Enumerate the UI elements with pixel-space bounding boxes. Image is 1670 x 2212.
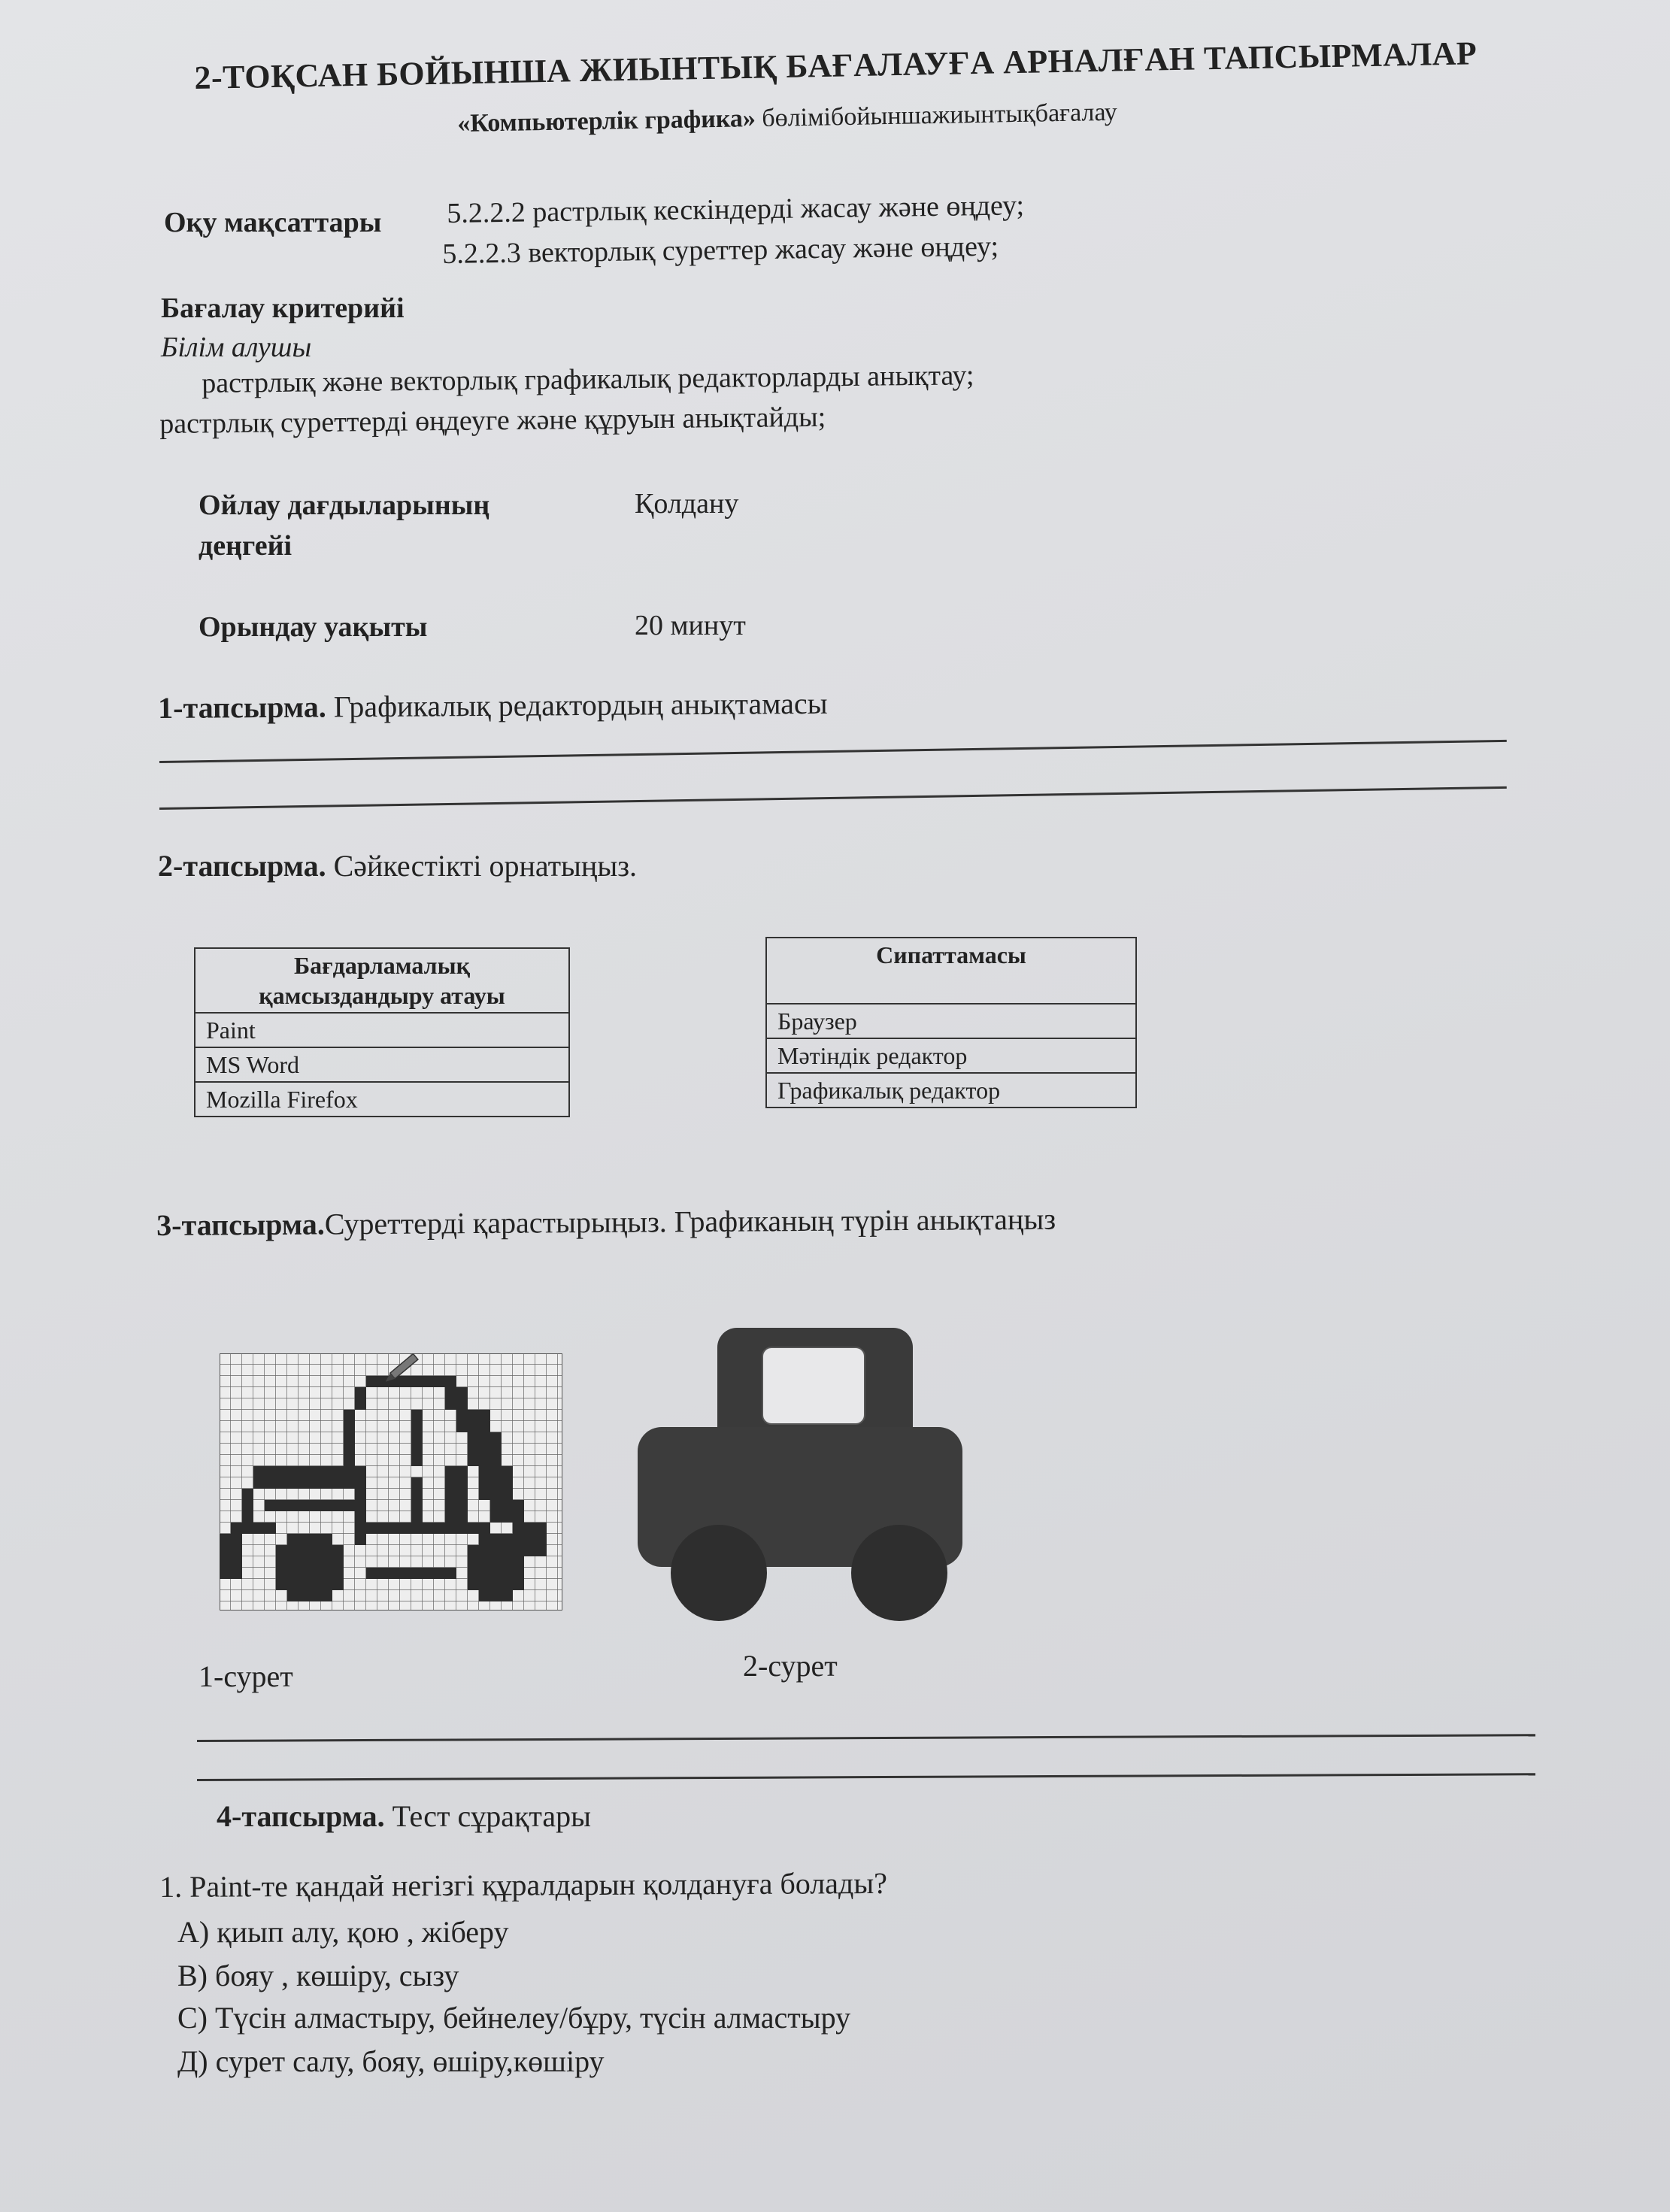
task4-heading [217, 1798, 591, 1834]
description-row: Графикалық редактор [766, 1073, 1136, 1108]
software-table [194, 947, 570, 1117]
header-line: қамсыздандыру атауы [259, 982, 505, 1009]
answer-option[interactable]: А) қиып алу, қою , жіберу [177, 1915, 509, 1949]
criteria-heading: Бағалау критерийі [161, 292, 405, 324]
task4-text: Тест сұрақтары [384, 1799, 592, 1833]
description-row: Мәтіндік редактор [766, 1038, 1136, 1073]
page-subtitle [457, 98, 1117, 138]
task1-text: Графикалық редактордың анықтамасы [326, 686, 828, 724]
software-row: Mozilla Firefox [195, 1082, 569, 1117]
description-row: Браузер [766, 1004, 1136, 1038]
page-title: 2-ТОҚСАН БОЙЫНША ЖИЫНТЫҚ БАҒАЛАУҒА АРНАЛҒАН ТАПСЫРМАЛАР [194, 35, 1478, 96]
task2-number: 2-тапсырма. [158, 849, 326, 883]
raster-car-image [220, 1353, 562, 1611]
software-table-header [195, 948, 569, 1013]
thinking-value: Қолдану [635, 488, 739, 520]
task2-text: Сәйкестікті орнатыңыз. [326, 849, 638, 883]
task2-heading [158, 848, 637, 883]
answer-option[interactable]: В) бояу , көшіру, сызу [177, 1959, 459, 1992]
objective-item: 5.2.2.3 векторлық суреттер жасау және өңдеу; [442, 230, 999, 270]
car-wheel [671, 1525, 767, 1621]
criteria-line: растрлық суреттерді өңдеуге және құруын анықтайды; [159, 401, 826, 440]
duration-label: Орындау уақыты [199, 611, 428, 643]
caption-picture-2: 2-сурет [743, 1649, 838, 1683]
criteria-line: растрлық және векторлық графикалық редакторларды анықтау; [202, 359, 974, 399]
software-row: Paint [195, 1013, 569, 1047]
task1-heading [158, 686, 828, 726]
duration-value: 20 минут [635, 610, 746, 641]
description-table-header: Сипаттамасы [766, 938, 1136, 1004]
task1-number: 1-тапсырма. [158, 689, 326, 725]
test-question: 1. Paint-те қандай негізгі құралдарын қолдануға болады? [159, 1865, 888, 1904]
answer-option[interactable]: С) Түсін алмастыру, бейнелеу/бұру, түсін алмастыру [177, 2001, 851, 2035]
answer-line[interactable] [159, 740, 1507, 763]
thinking-label-line2: деңгейі [199, 530, 292, 562]
answer-line[interactable] [197, 1734, 1535, 1742]
caption-picture-1: 1-сурет [199, 1659, 293, 1693]
objectives-label: Оқу мақсаттары [164, 207, 382, 238]
task3-heading [156, 1201, 1056, 1243]
task3-text: Суреттерді қарастырыңыз. Графиканың түрін анықтаңыз [324, 1201, 1056, 1241]
description-table [765, 937, 1137, 1108]
header-line: Бағдарламалық [293, 952, 471, 979]
learner-label: Білім алушы [161, 332, 312, 363]
thinking-label: Ойлау дағдыларының [199, 489, 490, 521]
answer-line[interactable] [159, 786, 1507, 810]
vector-car-image [636, 1325, 967, 1626]
objective-item: 5.2.2.2 растрлық кескіндерді жасау және өңдеу; [447, 189, 1025, 229]
answer-line[interactable] [197, 1773, 1535, 1781]
answer-option[interactable]: Д) сурет салу, бояу, өшіру,көшіру [177, 2044, 605, 2078]
task3-number: 3-тапсырма. [156, 1207, 325, 1242]
software-row: MS Word [195, 1047, 569, 1082]
car-wheel [851, 1525, 947, 1621]
car-window [762, 1347, 865, 1424]
subtitle-rest: бөлімібойыншажиынтықбағалау [755, 98, 1118, 133]
subtitle-section-name: «Компьютерлік графика» [457, 105, 756, 138]
task4-number: 4-тапсырма. [217, 1799, 385, 1833]
